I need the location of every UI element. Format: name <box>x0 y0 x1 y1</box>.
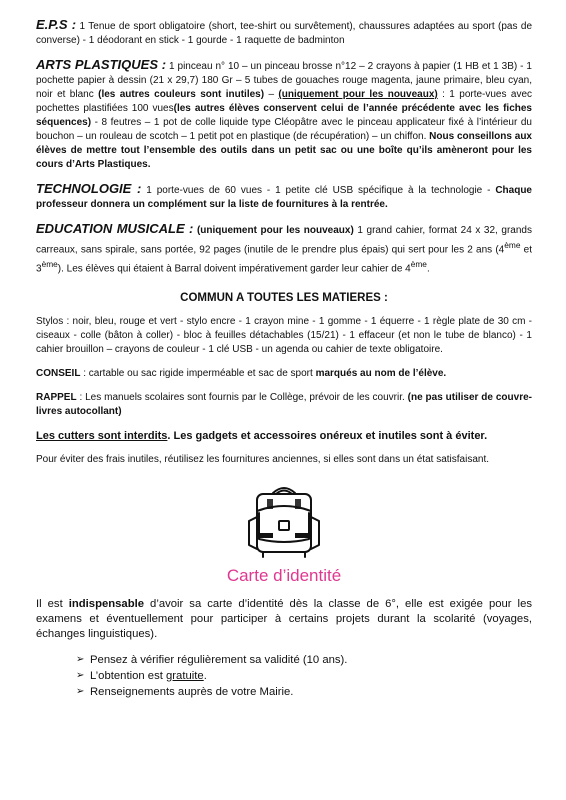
arts-bold-1: (les autres couleurs sont inutiles) <box>98 89 265 100</box>
arrow-bullet-icon: ➢ <box>76 653 85 665</box>
bullet-validite: Pensez à vérifier régulièrement sa validité (10 ans). <box>90 653 348 666</box>
carte-text-1: Il est <box>36 597 69 610</box>
conseil-heading: CONSEIL <box>36 367 81 379</box>
bullet-gratuite: gratuite <box>166 669 204 682</box>
techno-section <box>36 182 532 212</box>
eps-heading: E.P.S : <box>36 17 77 32</box>
cutters-section <box>36 429 532 443</box>
conseil-text: : cartable ou sac rigide imperméable et sac de sport <box>80 367 316 379</box>
bullet-mairie: Renseignements auprès de votre Mairie. <box>90 685 294 698</box>
arts-bold-3: Nous conseillons aux élèves de mettre tout l’ensemble des outils dans un petit sac ou une boîte qu’ils amèneront pour les cours d’Arts Plastiques. <box>36 131 532 170</box>
rappel-text: : Les manuels scolaires sont fournis par le Collège, prévoir de les couvrir. <box>76 391 408 403</box>
list-item <box>76 668 532 684</box>
arts-text-2: – <box>264 89 279 100</box>
list-item <box>76 684 532 700</box>
rappel-bold: (ne pas utiliser de couvre-livres autocollant) <box>36 391 532 417</box>
bullet-obtention: L’obtention est <box>90 669 167 682</box>
commun-text: Stylos : noir, bleu, rouge et vert - stylo encre - 1 crayon mine - 1 gomme - 1 équerre - 1 règle plate de 30 cm - ciseaux - colle (bâton à coller) - bloc à feuilles détachables (15/21) - 1 effaceur (et non le tube de blanco) - 1 cahier brouillon – crayons de couleur - 1 clé USB - un agenda ou cahier de texte obligatoire. <box>36 315 532 355</box>
arts-bold-2: (les autres élèves conservent celui de l’année précédente avec les fiches séquences) <box>36 103 532 128</box>
musique-bold: (uniquement pour les nouveaux) <box>193 225 354 236</box>
carte-text-2: d’avoir sa carte d’identité dès la classe de 6°, elle est exigée pour les examens et éventuellement pour participer à certains projets durant la scolarité (voyages, échanges linguistiques). <box>36 597 532 640</box>
arts-heading: ARTS PLASTIQUES : <box>36 57 167 72</box>
arts-bold-underline: (uniquement pour les nouveaux) <box>278 89 438 100</box>
musique-text-1: 1 grand cahier, format 24 x 32, grands carreaux, sans spirale, sans portée, 92 pages (inutile de le prendre plus épais) qui sert pour les 2 ans (4 <box>36 225 532 256</box>
arts-text-3: : 1 porte-vues avec pochettes plastifiées 100 vues <box>36 89 533 114</box>
bullet-obtention-end: . <box>203 669 207 682</box>
musique-text-3: ). Les élèves qui étaient à Barral doivent impérativement garder leur cahier de 4 <box>57 263 411 275</box>
musique-sup-3: ème <box>410 259 427 270</box>
carte-bold: indispensable <box>68 597 145 610</box>
list-item <box>76 652 532 668</box>
arts-text-1: 1 pinceau n° 10 – un pinceau brosse n°12 – 2 crayons à papier (1 HB et 1 3B) - 1 pochette papier à dessin (21 x 29,7) 180 Gr – 5 tubes de gouaches rouge magenta, jaune primaire, bleu cyan, noir et blanc <box>36 61 532 100</box>
commun-title: COMMUN A TOUTES LES MATIERES : <box>180 291 388 304</box>
musique-heading: EDUCATION MUSICALE : <box>36 221 194 236</box>
arrow-bullet-icon: ➢ <box>76 669 85 681</box>
musique-sup-1: ème <box>504 240 521 250</box>
arrow-bullet-icon: ➢ <box>76 685 85 697</box>
cutters-text: . Les gadgets et accessoires onéreux et inutiles sont à éviter. <box>167 429 488 442</box>
carte-title: Carte d’identité <box>226 565 342 585</box>
techno-text: 1 porte-vues de 60 vues - 1 petite clé USB spécifique à la technologie - <box>141 185 496 196</box>
techno-bold: Chaque professeur donnera un complément sur la liste de fournitures à la rentrée. <box>36 185 532 210</box>
musique-text-2: et 3 <box>36 244 532 275</box>
musique-text-4: . <box>426 263 430 275</box>
cutters-warning: Les cutters sont interdits <box>36 429 168 442</box>
conseil-section <box>36 367 532 381</box>
arts-text-4: - 8 feutres – 1 pot de colle liquide type Cléopâtre avec le pinceau applicateur fixé à l’intérieur du bouchon – un rouleau de scotch – 1 petit pot en plastique (de récupération) – un chiffon. <box>36 117 532 142</box>
bag-illustration <box>36 481 532 559</box>
frais-text: Pour éviter des frais inutiles, réutilisez les fournitures anciennes, si elles sont dans un état satisfaisant. <box>36 453 490 465</box>
rappel-heading: RAPPEL <box>36 391 77 403</box>
eps-text: 1 Tenue de sport obligatoire (short, tee-shirt ou survêtement), chaussures adaptées au sport (pas de converse) - 1 déodorant en stick - 1 gourde - 1 raquette de badminton <box>36 21 532 46</box>
musique-sup-2: ème <box>41 259 58 270</box>
school-bag-icon <box>243 481 325 559</box>
arts-section <box>36 58 532 172</box>
rappel-section <box>36 391 532 419</box>
musique-section <box>36 222 532 277</box>
eps-section <box>36 18 532 48</box>
carte-text <box>36 597 532 642</box>
conseil-bold: marqués au nom de l’élève. <box>315 367 447 379</box>
carte-bullet-list <box>76 652 532 700</box>
techno-heading: TECHNOLOGIE : <box>36 181 142 196</box>
document-page <box>36 18 532 700</box>
